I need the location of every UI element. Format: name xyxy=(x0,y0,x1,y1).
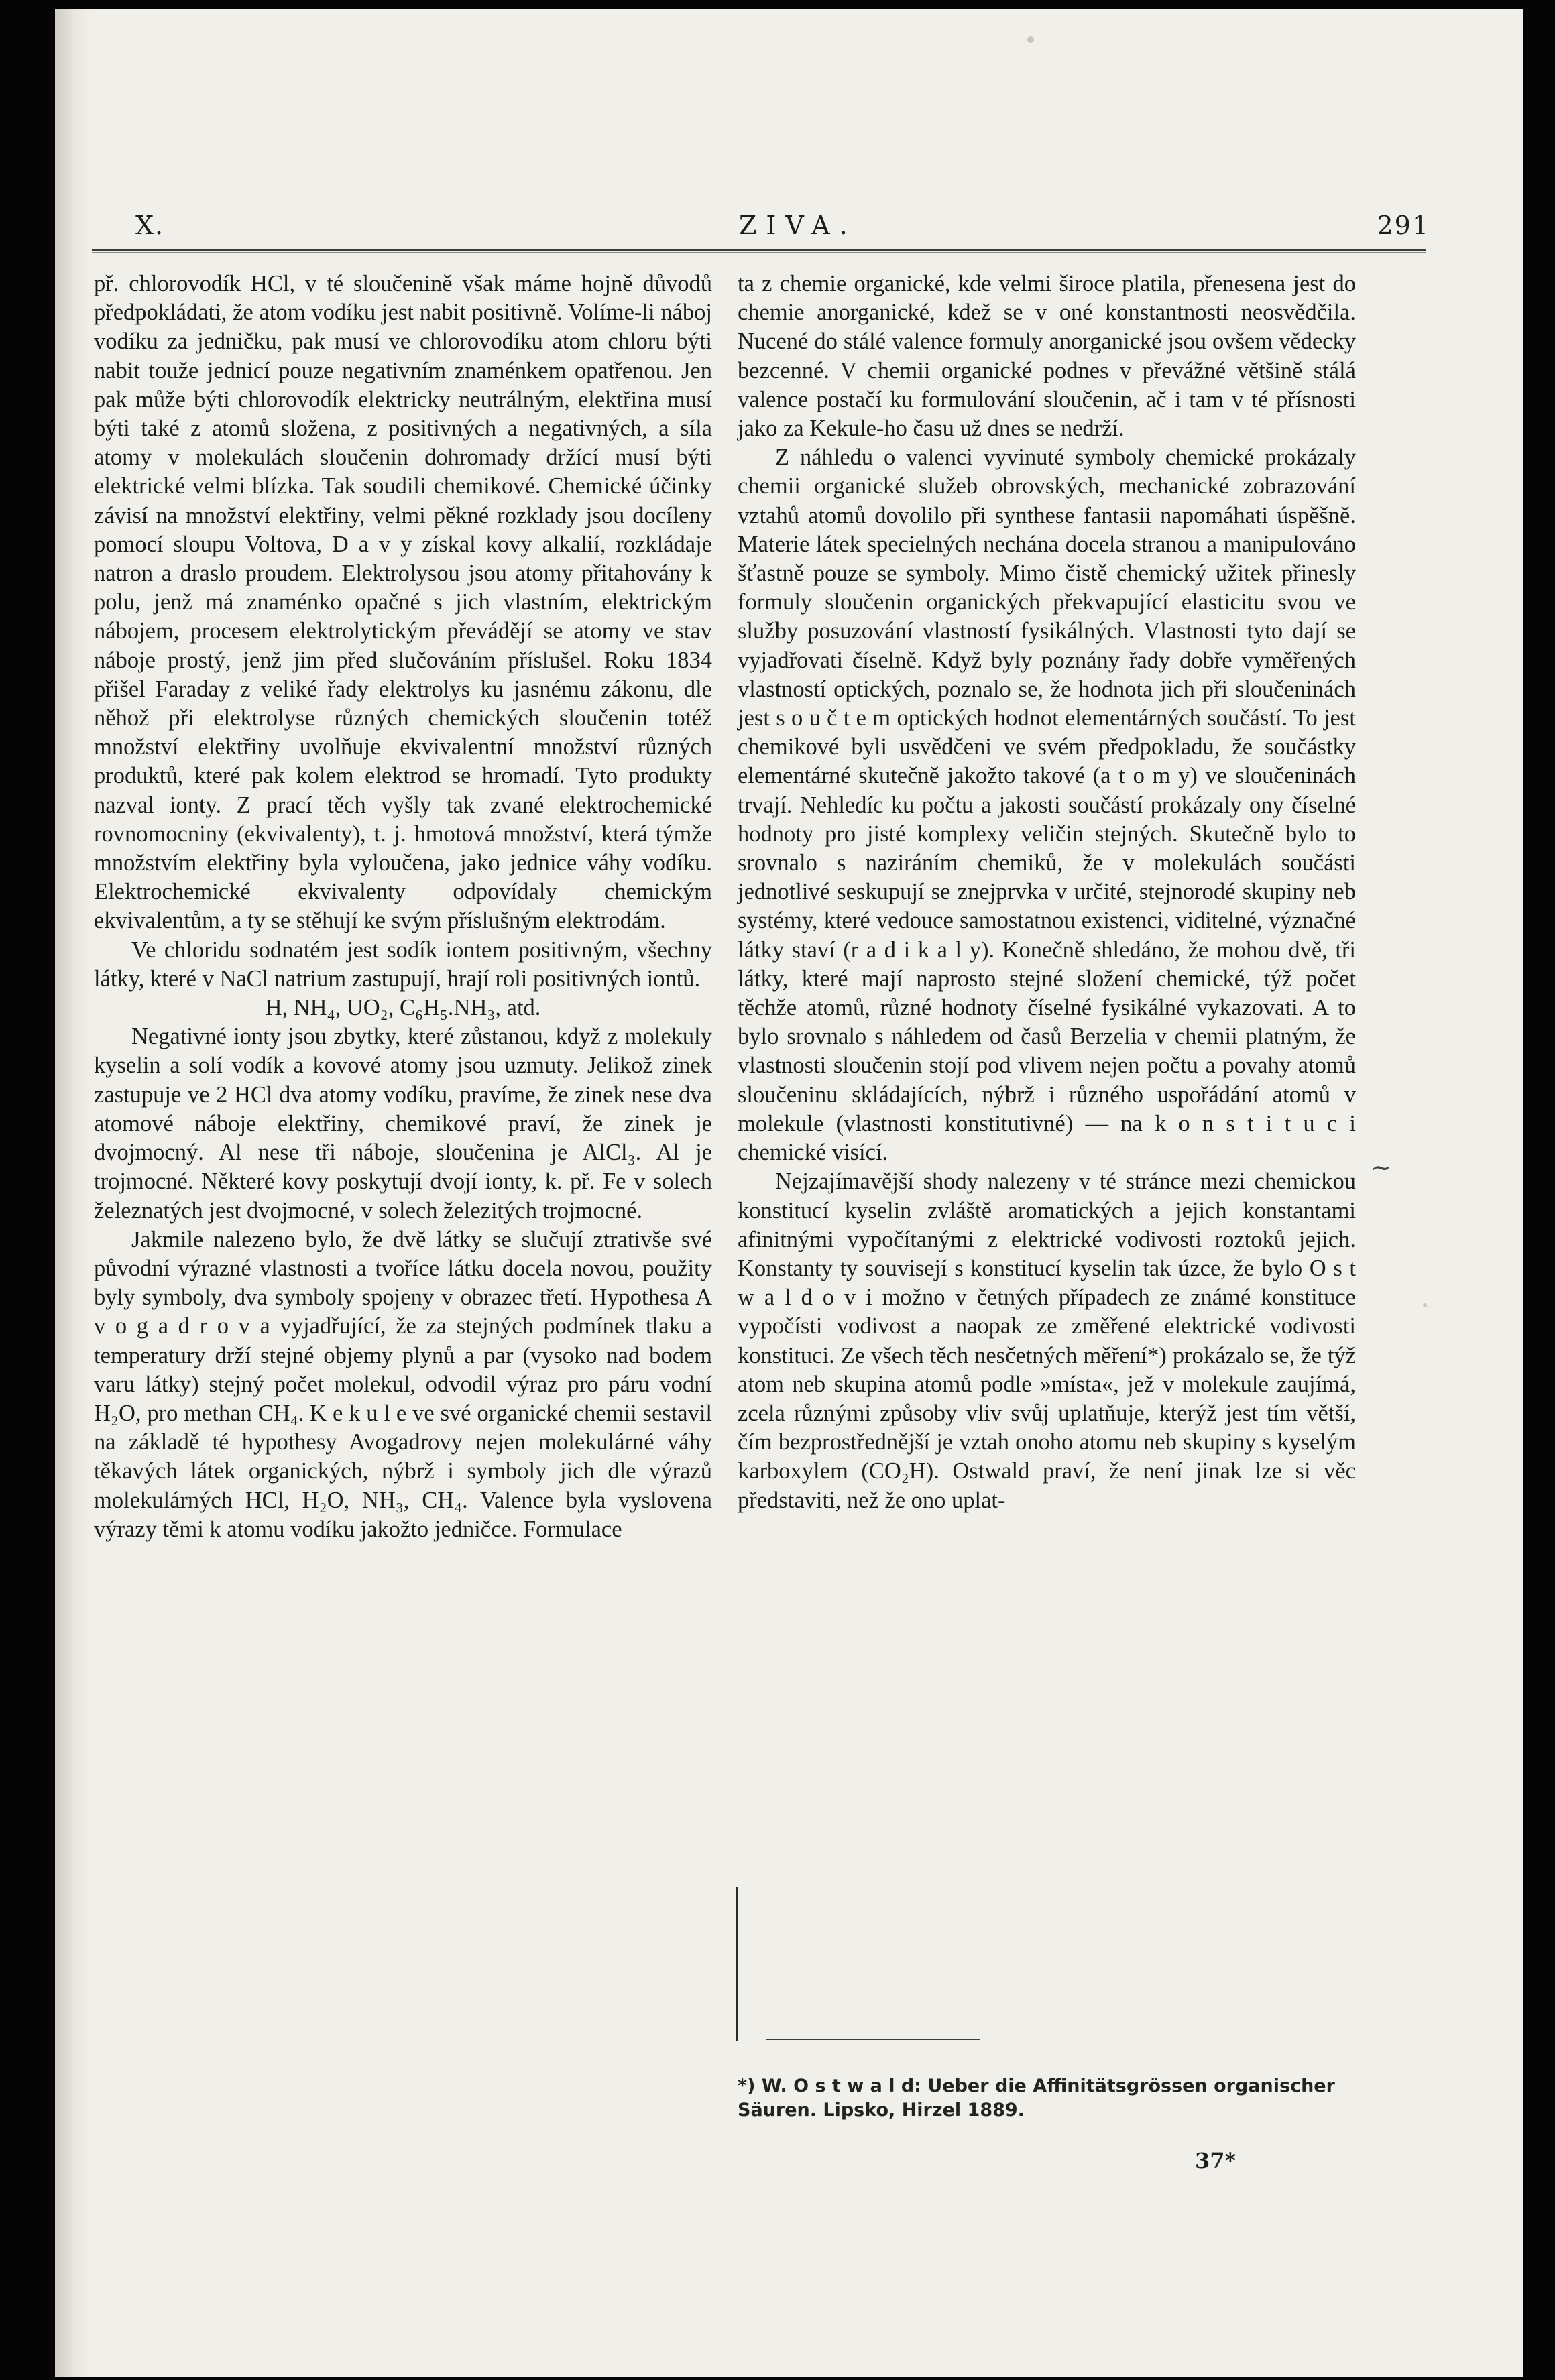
page-number: 291 xyxy=(1377,211,1430,240)
paragraph: Z náhledu o valenci vyvinuté symboly chemické prokázaly chemii organické služeb obrovských, mechanické zobrazování vztahů atomů dovolilo při synthese fantasii napomáhati úspěšně. Materie látek specielných nechána docela stranou a manipulováno šťastně pouze se symboly. Mimo čistě chemický užitek přinesly formuly sloučenin organických překvapující elasticitu svou ve služby posuzování vlastností fysikálných. Vlastnosti tyto dají se vyjadřovati číselně. Když byly poznány řady dobře vyměřených vlastností optických, poznalo se, že hodnota jich při sloučeninách jest s o u č t e m optických hodnot elementárných součástí. To jest chemikové byli usvědčeni ve svém předpokladu, že součástky elementárné skutečně jakožto takové (a t o m y) ve sloučeninách trvají. Nehledíc ku počtu a jakosti součástí prokázaly ony číselné hodnoty pro jisté komplexy veličin stejných. Skutečně bylo to srovnalo s naziráním chemiků, že v molekulách součásti jednotlivé seskupují se znejprvka v určité, stejnorodé skupiny neb systémy, které vedouce samostatnou existenci, viditelné, význačné látky staví (r a d i k a l y). Konečně shledáno, že mohou dvě, tři látky, které mají naprosto stejné složení chemické, týž počet těchže atomů, různé hodnoty číselné fysikálné vykazovati. A to bylo srovnalo s náhledem od časů Berzelia v chemii platným, že vlastnosti sloučenin stojí pod vlivem nejen počtu a povahy atomů sloučeninu skládajících, nýbrž i různého uspořádání atomů v molekule (vlastnosti konstitutivné) — na k o n s t i t u c i chemické visící. xyxy=(738,444,1356,1166)
margin-mark-bar xyxy=(736,1887,738,2041)
running-header xyxy=(135,211,1430,244)
journal-title: ZIVA. xyxy=(739,211,857,240)
scan-speck xyxy=(1027,36,1034,43)
volume-number: X. xyxy=(135,211,165,240)
left-column xyxy=(94,270,712,1544)
paragraph: Ve chloridu sodnatém jest sodík iontem positivným, všechny látky, které v NaCl natrium zastupují, hrají roli positivných iontů. xyxy=(94,937,712,992)
paragraph: Jakmile nalezeno bylo, že dvě látky se slučují ztrativše své původní výrazné vlastnosti a tvoříce látku docela novou, použity byly symboly, dva symboly spojeny v obrazec třetí. Hypothesa A v o g a d r o v a vyjadřující, že za stejných podmínek tlaku a temperatury drží stejné objemy plynů a par (vysoko nad bodem varu látky) stejný počet molekul, odvodil výraz pro páru vodní H₂O, pro methan CH₄. K e k u l e ve své organické chemii sestavil na základě té hypothesy Avogadrovy nejen molekulárné váhy těkavých látek organických, nýbrž i symboly jich dle výrazů molekulárných HCl, H₂O, NH₃, CH₄. Valence byla vyslovena výrazy těmi k atomu vodíku jakožto jedničce. Formulace xyxy=(94,1226,712,1542)
right-column xyxy=(738,270,1356,1515)
signature-mark: 37* xyxy=(1195,2148,1236,2174)
paragraph: ta z chemie organické, kde velmi široce platila, přenesena jest do chemie anorganické, kdež se v oné konstantnosti neosvědčila. Nucené do stálé valence formuly anorganické jsou ovšem vědecky bezcenné. V chemii organické podnes v převážné většině stálá valence postačí ku formulování sloučenin, ač i tam v té přísnosti jako za Kekule-ho času už dnes se nedrží. xyxy=(738,271,1356,442)
paragraph: Nejzajímavější shody nalezeny v té stránce mezi chemickou konstitucí kyselin zvláště aromatických a jejich konstantami afinitnými vypočítanými z elektrické vodivosti roztoků jejich. Konstanty ty souvisejí s konstitucí kyselin tak úzce, že bylo O s t w a l d o v i možno v četných případech ze známé konstituce vypočísti vodivost a naopak ze změřené elektrické vodivosti konstituci. Ze všech těch nesčetných měření*) prokázalo se, že týž atom neb skupina atomů podle »místa«, jež v molekule zaujímá, zcela různými způsoby vliv svůj uplatňuje, kterýž jest tím větší, čím bezprostřednější je vztah onoho atomu neb skupiny s kyselým karboxylem (CO₂H). Ostwald praví, že není jinak lze si věc představiti, než že ono uplat- xyxy=(738,1169,1356,1513)
scanned-page xyxy=(55,9,1523,2377)
formula-line: H, NH₄, UO₂, C₆H₅.NH₃, atd. xyxy=(265,995,541,1021)
paragraph: Negativné ionty jsou zbytky, které zůstanou, když z molekuly kyselin a solí vodík a kovové atomy jsou uzmuty. Jelikož zinek zastupuje ve 2 HCl dva atomy vodíku, pravíme, že zinek nese dva atomové náboje elektřiny, chemikové praví, že zinek je dvojmocný. Al nese tři náboje, sloučenina je AlCl₃. Al je trojmocné. Některé kovy poskytují dvojí ionty, k. př. Fe v solech železnatých jest dvojmocné, v solech železitých trojmocné. xyxy=(94,1024,712,1224)
margin-pencil-mark: ~ xyxy=(1371,1152,1392,1182)
footnote-rule xyxy=(766,2039,980,2040)
header-rule xyxy=(92,249,1426,251)
page-spine-shadow xyxy=(55,9,91,2377)
header-rule-thin xyxy=(92,252,1426,253)
footnote: *) W. O s t w a l d: Ueber die Affinitätsgrössen organischer Säuren. Lipsko, Hirzel 1889. xyxy=(738,2076,1335,2121)
paragraph: př. chlorovodík HCl, v té sloučenině však máme hojně důvodů předpokládati, že atom vodíku jest nabit positivně. Volíme-li náboj vodíku za jedničku, pak musí ve chlorovodíku atom chloru býti nabit touže jednicí pouze negativním znaménkem opatřenou. Jen pak může býti chlorovodík elektricky neutrálným, elektřina musí býti také z atomů složena, z positivných a negativných, a síla atomy v molekulách sloučenin dohromady držící musí býti elektrické velmi blízka. Tak soudili chemikové. Chemické účinky závisí na množství elektřiny, velmi pěkné rozklady jsou docíleny pomocí sloupu Voltova, D a v y získal kovy alkalií, rozkládaje natron a draslo proudem. Elektrolysou jsou atomy přitahovány k polu, jenž má znaménko opačné s jich vlastním, elektrickým nábojem, procesem elektrolytickým převádějí se atomy ve stav náboje prostý, jenž jim před slučováním příslušel. Roku 1834 přišel Faraday z veliké řady elektrolys ku jasnému zákonu, dle něhož při elektrolyse různých chemických sloučenin totéž množství elektřiny uvolňuje ekvivalentní množství různých produktů, které pak kolem elektrod se hromadí. Tyto produkty nazval ionty. Z prací těch vyšly tak zvané elektrochemické rovnomocniny (ekvivalenty), t. j. hmotová množství, která týmže množstvím elektřiny byla vyloučena, jako jednice váhy vodíku. Elektrochemické ekvivalenty odpovídaly chemickým ekvivalentům, a ty se stěhují ke svým příslušným elektrodám. xyxy=(94,271,712,934)
scan-speck xyxy=(1423,1303,1427,1307)
